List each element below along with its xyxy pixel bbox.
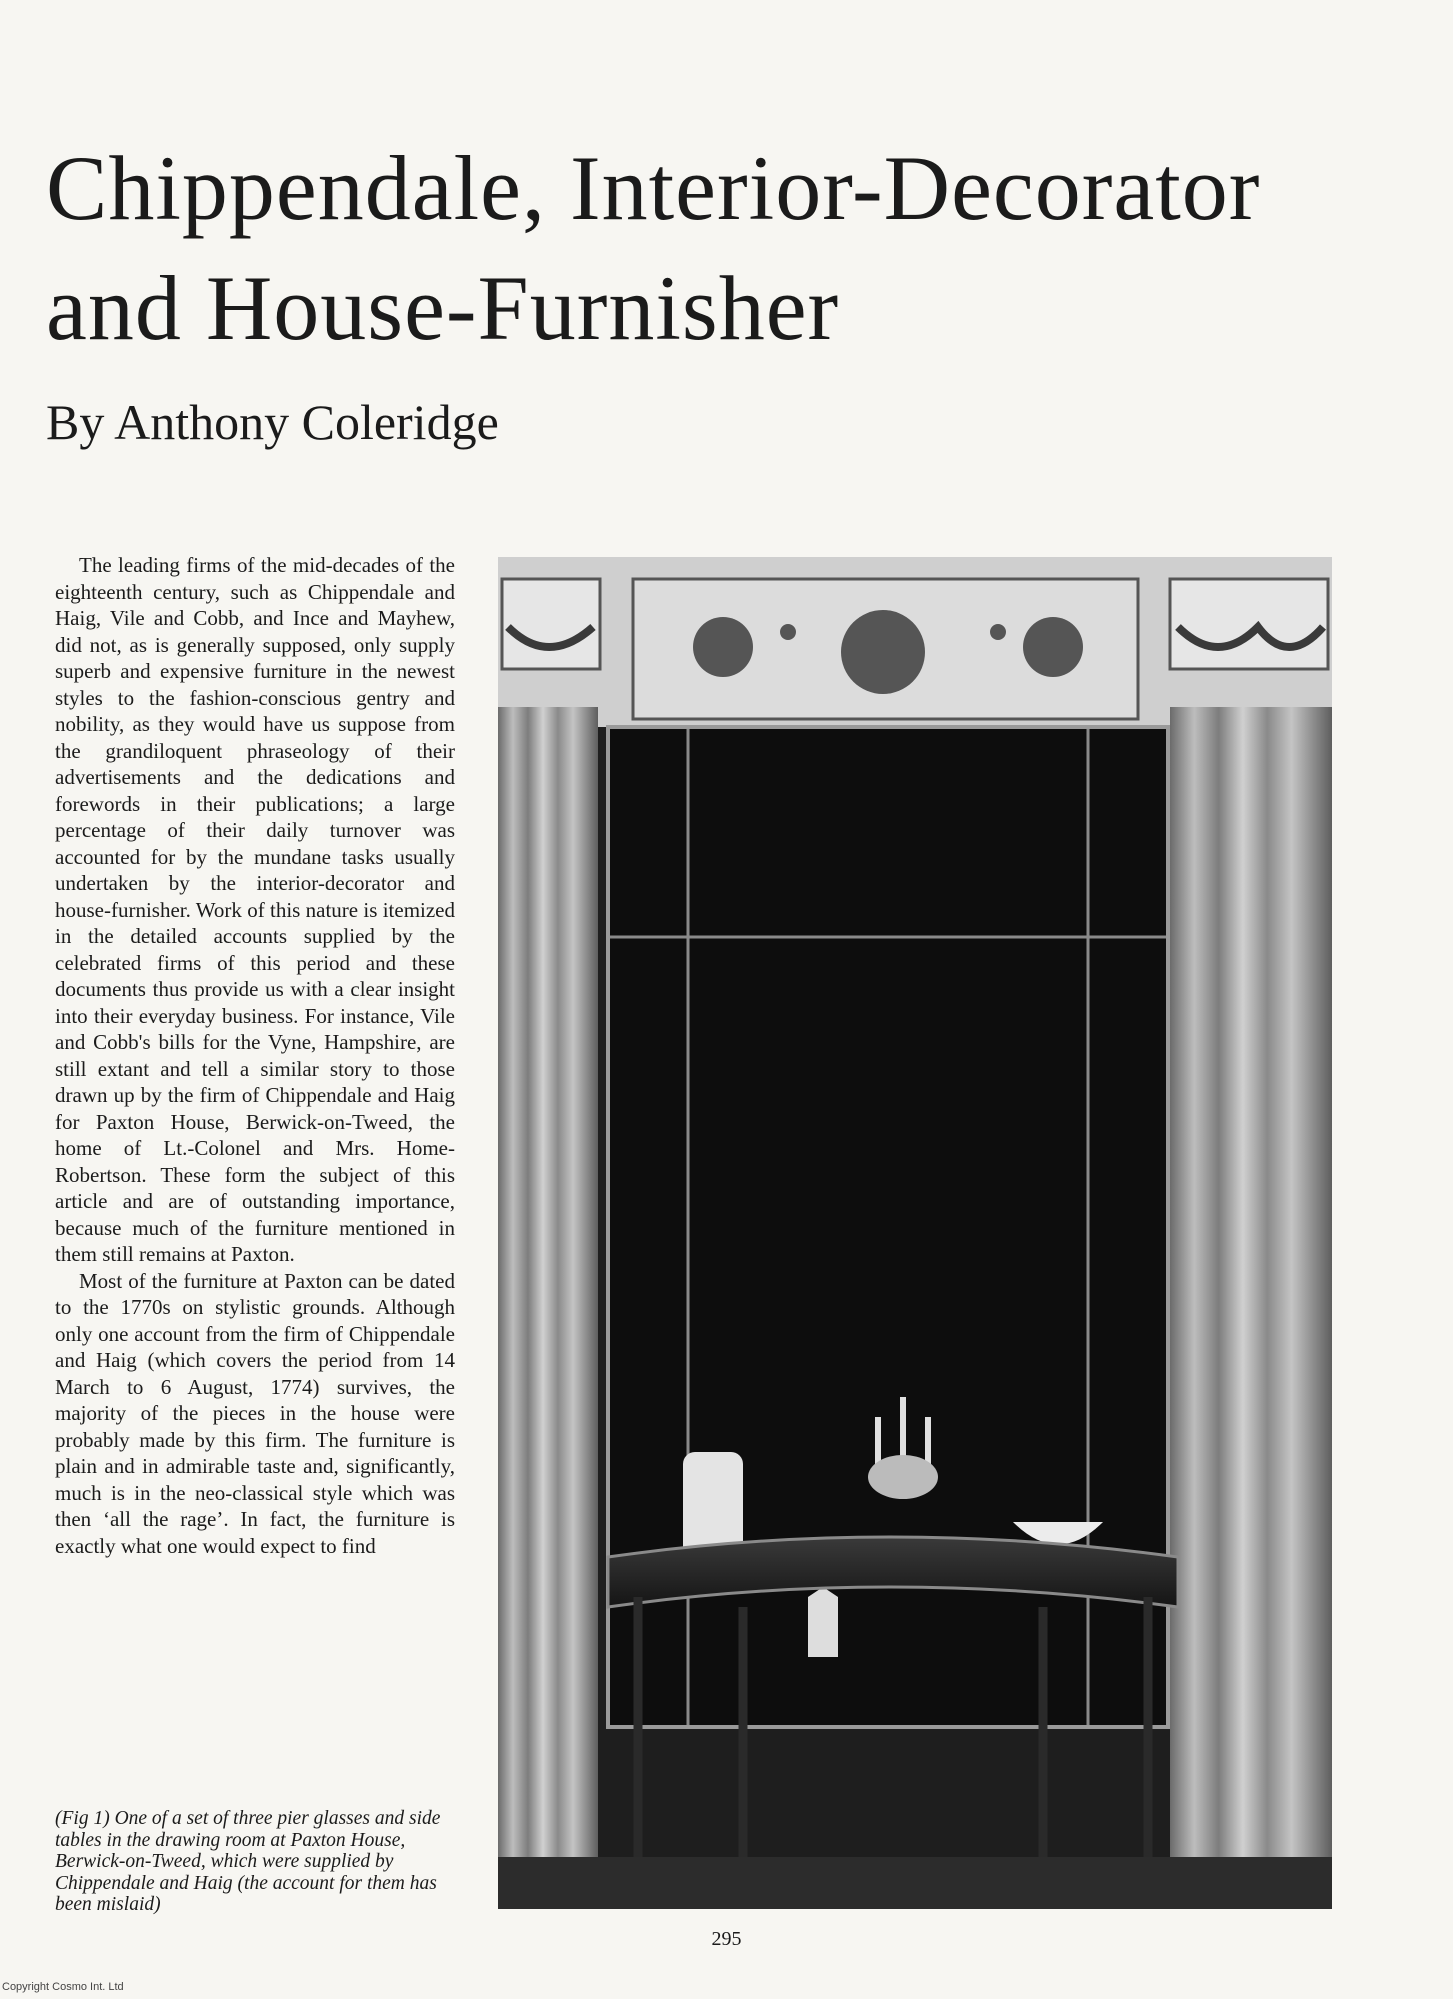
article-title bbox=[46, 128, 1406, 368]
byline: By Anthony Coleridge bbox=[46, 394, 499, 450]
paragraph-1: The leading firms of the mid-decades of the eighteenth century, such as Chippendale and Haig, Vile and Cobb, and Ince and Mayhew, did not, as is generally supposed, only supply superb and expensive furniture in the newest styles to the fashion-conscious gentry and nobility, as they would have us suppose from the grandiloquent phraseology of their advertisements and the dedications and forewords in their publications; a large percentage of their daily turnover was accounted for by the mundane tasks usually undertaken by the interior-decorator and house-furnisher. Work of this nature is itemized in the detailed accounts supplied by the celebrated firms of this period and these documents thus provide us with a clear insight into their everyday business. For instance, Vile and Cobb's bills for the Vyne, Hampshire, are still extant and tell a similar story to those drawn up by the firm of Chippendale and Haig for Paxton House, Berwick-on-Tweed, the home of Lt.-Colonel and Mrs. Home-Robertson. These form the subject of this article and are of outstanding importance, because much of the furniture mentioned in them still remains at Paxton. bbox=[55, 553, 455, 1266]
figure-caption: (Fig 1) One of a set of three pier glasses and side tables in the drawing room at Paxton House, Berwick-on-Tweed, which were supplied by Chippendale and Haig (the account for them has been mislaid) bbox=[55, 1808, 441, 1915]
paragraph-2: Most of the furniture at Paxton can be dated to the 1770s on stylistic grounds. Although only one account from the firm of Chippendale and Haig (which covers the period from 14 March to 6 August, 1774) survives, the majority of the pieces in the house were probably made by this firm. The furniture is plain and in admirable taste and, significantly, much is in the neo-classical style which was then ‘all the rage’. In fact, the furniture is exactly what one would expect to find bbox=[55, 1268, 455, 1558]
title-line-2: and House-Furnisher bbox=[46, 257, 840, 359]
copyright-notice: Copyright Cosmo Int. Ltd bbox=[2, 1981, 124, 1993]
page-number: 295 bbox=[711, 1928, 742, 1950]
photo-pier-glass-and-side-table bbox=[498, 557, 1332, 1909]
article-body bbox=[55, 552, 455, 1752]
title-line-1: Chippendale, Interior-Decorator bbox=[46, 137, 1261, 239]
